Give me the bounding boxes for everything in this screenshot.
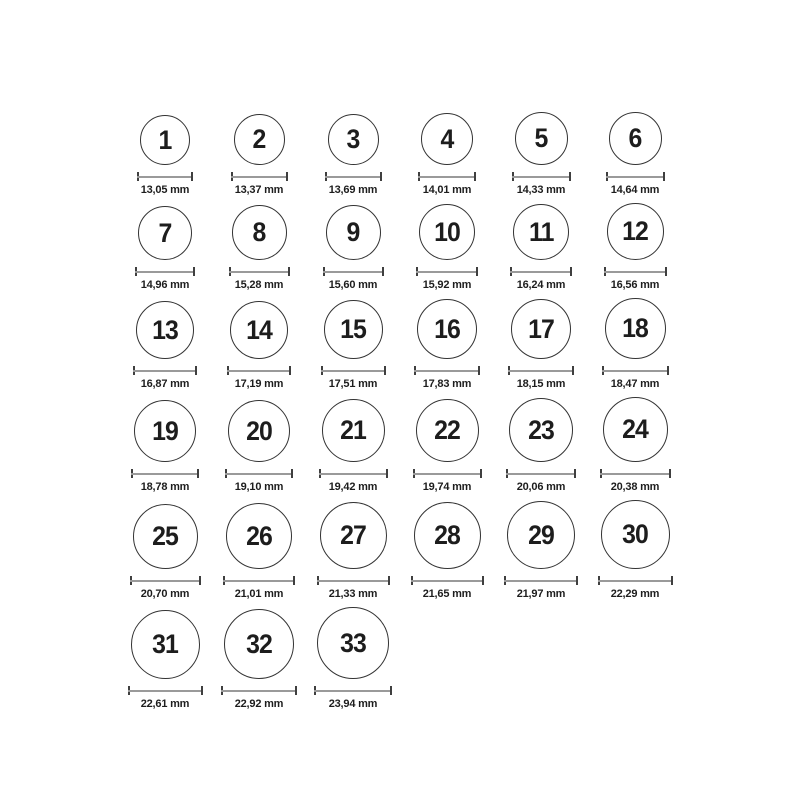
ruler-tick-right-icon xyxy=(386,469,388,478)
ring-circle xyxy=(603,397,668,462)
ruler-tick-right-icon xyxy=(289,366,291,375)
ring-circle xyxy=(136,301,194,359)
ring-circle xyxy=(224,609,294,679)
diameter-ruler xyxy=(418,172,476,181)
diameter-ruler xyxy=(413,469,482,478)
ring-size-cell xyxy=(494,398,588,494)
ring-size-cell xyxy=(306,300,400,391)
ring-size-number: 30 xyxy=(622,519,648,549)
diameter-ruler xyxy=(508,366,574,375)
ring-size-cell xyxy=(306,607,400,711)
diameter-label: 21,33 mm xyxy=(328,588,378,600)
ring-size-number: 17 xyxy=(528,313,554,344)
ring-circle xyxy=(131,610,200,679)
diameter-label: 15,60 mm xyxy=(328,279,378,291)
ring-size-cell xyxy=(306,114,400,197)
ring-circle xyxy=(509,398,573,462)
ring-size-number: 16 xyxy=(434,313,460,344)
ruler-line xyxy=(325,176,382,178)
ring-size-number: 6 xyxy=(628,123,642,153)
ring-size-cell xyxy=(118,504,212,601)
ruler-tick-right-icon xyxy=(480,469,482,478)
ruler-line xyxy=(130,580,201,582)
ruler-tick-right-icon xyxy=(476,267,478,276)
diameter-ruler xyxy=(130,576,201,585)
ring-size-cell xyxy=(212,114,306,197)
ring-circle xyxy=(511,299,571,359)
diameter-label: 17,83 mm xyxy=(422,378,472,390)
ruler-line xyxy=(321,370,386,372)
diameter-label: 18,78 mm xyxy=(140,481,190,493)
ruler-tick-right-icon xyxy=(382,267,384,276)
diameter-ruler xyxy=(317,576,390,585)
ruler-line xyxy=(314,690,392,692)
ruler-line xyxy=(137,176,193,178)
diameter-label: 13,69 mm xyxy=(328,184,378,196)
ruler-line xyxy=(606,176,665,178)
ruler-tick-right-icon xyxy=(390,686,392,695)
diameter-label: 18,47 mm xyxy=(610,378,660,390)
ruler-tick-right-icon xyxy=(669,469,671,478)
ring-size-cell xyxy=(588,112,682,197)
diameter-label: 20,06 mm xyxy=(516,481,566,493)
ring-size-number: 5 xyxy=(534,123,548,153)
diameter-label: 19,10 mm xyxy=(234,481,284,493)
ring-circle xyxy=(417,299,477,359)
ruler-tick-right-icon xyxy=(570,267,572,276)
ruler-line xyxy=(231,176,288,178)
chart-row xyxy=(118,112,682,197)
ruler-tick-right-icon xyxy=(665,267,667,276)
ruler-tick-right-icon xyxy=(291,469,293,478)
ruler-line xyxy=(128,690,203,692)
ring-size-cell xyxy=(494,501,588,601)
ring-size-cell xyxy=(118,206,212,292)
ring-size-cell xyxy=(212,205,306,292)
diameter-ruler xyxy=(128,686,203,695)
ring-size-number: 9 xyxy=(346,217,360,247)
ruler-tick-right-icon xyxy=(380,172,382,181)
diameter-label: 15,28 mm xyxy=(234,279,284,291)
diameter-label: 17,19 mm xyxy=(234,378,284,390)
ring-circle xyxy=(419,204,475,260)
diameter-ruler xyxy=(602,366,669,375)
ring-size-cell xyxy=(494,204,588,292)
ring-circle xyxy=(605,298,666,359)
diameter-ruler xyxy=(221,686,297,695)
ring-size-number: 2 xyxy=(252,124,266,154)
diameter-label: 18,15 mm xyxy=(516,378,566,390)
ring-circle xyxy=(515,112,568,165)
ring-circle xyxy=(232,205,287,260)
ring-size-cell xyxy=(400,113,494,197)
chart-row xyxy=(118,203,682,292)
ring-size-cell xyxy=(212,400,306,494)
ring-circle xyxy=(507,501,575,569)
ruler-line xyxy=(135,271,195,273)
ring-size-cell xyxy=(494,299,588,391)
ruler-tick-right-icon xyxy=(667,366,669,375)
chart-row xyxy=(118,500,682,601)
ruler-line xyxy=(229,271,290,273)
diameter-label: 17,51 mm xyxy=(328,378,378,390)
diameter-ruler xyxy=(133,366,197,375)
ring-circle xyxy=(607,203,664,260)
ring-size-cell xyxy=(212,609,306,711)
ruler-tick-right-icon xyxy=(197,469,199,478)
ruler-line xyxy=(323,271,384,273)
diameter-ruler xyxy=(323,267,384,276)
ruler-line xyxy=(416,271,478,273)
diameter-label: 14,96 mm xyxy=(140,279,190,291)
diameter-label: 22,29 mm xyxy=(610,588,660,600)
ring-size-number: 25 xyxy=(152,521,178,551)
ruler-line xyxy=(317,580,390,582)
ring-size-number: 23 xyxy=(528,414,554,445)
ring-size-number: 29 xyxy=(528,519,554,550)
ring-size-number: 3 xyxy=(346,124,360,154)
ruler-tick-right-icon xyxy=(388,576,390,585)
diameter-ruler xyxy=(506,469,576,478)
ring-size-cell xyxy=(118,400,212,494)
ring-size-cell xyxy=(400,299,494,391)
ring-circle xyxy=(322,399,385,462)
ring-circle xyxy=(230,301,288,359)
ring-size-cell xyxy=(400,204,494,292)
ring-size-cell xyxy=(212,503,306,601)
ring-size-number: 22 xyxy=(434,415,460,445)
chart-row xyxy=(118,397,682,494)
diameter-ruler xyxy=(411,576,484,585)
ruler-tick-right-icon xyxy=(384,366,386,375)
diameter-label: 14,01 mm xyxy=(422,184,472,196)
diameter-label: 23,94 mm xyxy=(328,698,378,710)
ring-size-cell xyxy=(494,112,588,197)
ruler-line xyxy=(512,176,571,178)
ring-size-number: 7 xyxy=(158,217,172,248)
ring-circle xyxy=(134,400,196,462)
ring-size-number: 20 xyxy=(246,415,272,446)
ruler-tick-right-icon xyxy=(286,172,288,181)
ruler-line xyxy=(600,473,671,475)
diameter-ruler xyxy=(223,576,295,585)
diameter-label: 20,70 mm xyxy=(140,588,190,600)
ruler-tick-right-icon xyxy=(663,172,665,181)
ring-size-cell xyxy=(400,502,494,601)
ring-size-number: 15 xyxy=(340,314,366,344)
diameter-label: 13,37 mm xyxy=(234,184,284,196)
ring-size-cell xyxy=(306,399,400,494)
ring-size-number: 28 xyxy=(434,520,460,550)
ruler-line xyxy=(602,370,669,372)
ring-size-number: 24 xyxy=(622,414,648,444)
ring-size-number: 27 xyxy=(340,520,366,550)
ring-circle xyxy=(609,112,662,165)
ring-size-number: 10 xyxy=(434,216,460,247)
ruler-line xyxy=(133,370,197,372)
diameter-label: 14,64 mm xyxy=(610,184,660,196)
ruler-line xyxy=(506,473,576,475)
diameter-ruler xyxy=(321,366,386,375)
ring-circle xyxy=(326,205,381,260)
ring-size-cell xyxy=(306,205,400,292)
diameter-ruler xyxy=(314,686,392,695)
ruler-tick-right-icon xyxy=(201,686,203,695)
ring-size-number: 11 xyxy=(528,216,554,247)
ring-size-number: 12 xyxy=(622,216,648,246)
ring-size-number: 1 xyxy=(158,124,172,155)
diameter-ruler xyxy=(137,172,193,181)
ruler-line xyxy=(414,370,480,372)
ring-size-number: 32 xyxy=(246,628,272,659)
ruler-line xyxy=(604,271,667,273)
ring-size-number: 33 xyxy=(340,627,366,658)
diameter-label: 15,92 mm xyxy=(422,279,472,291)
ruler-tick-right-icon xyxy=(191,172,193,181)
ring-circle xyxy=(138,206,192,260)
ruler-tick-right-icon xyxy=(199,576,201,585)
ring-circle xyxy=(228,400,290,462)
diameter-label: 14,33 mm xyxy=(516,184,566,196)
ring-size-cell xyxy=(588,397,682,494)
ring-circle xyxy=(234,114,285,165)
ruler-line xyxy=(413,473,482,475)
diameter-label: 21,65 mm xyxy=(422,588,472,600)
ring-size-cell xyxy=(400,399,494,494)
diameter-label: 21,01 mm xyxy=(234,588,284,600)
diameter-ruler xyxy=(598,576,673,585)
ruler-line xyxy=(598,580,673,582)
ruler-line xyxy=(418,176,476,178)
ruler-tick-right-icon xyxy=(576,576,578,585)
ruler-tick-right-icon xyxy=(195,366,197,375)
ruler-line xyxy=(319,473,388,475)
ring-size-number: 26 xyxy=(246,520,272,551)
diameter-ruler xyxy=(319,469,388,478)
diameter-ruler xyxy=(414,366,480,375)
ring-circle xyxy=(133,504,198,569)
diameter-ruler xyxy=(600,469,671,478)
diameter-label: 22,92 mm xyxy=(234,698,284,710)
ring-size-number: 4 xyxy=(440,123,454,154)
ruler-tick-right-icon xyxy=(569,172,571,181)
ring-size-cell xyxy=(588,203,682,292)
ring-size-number: 19 xyxy=(152,415,178,446)
diameter-label: 20,38 mm xyxy=(610,481,660,493)
ring-size-cell xyxy=(306,502,400,601)
diameter-label: 13,05 mm xyxy=(140,184,190,196)
ring-size-number: 21 xyxy=(340,415,366,445)
ring-circle xyxy=(328,114,379,165)
ring-size-number: 18 xyxy=(622,313,648,343)
ring-circle xyxy=(140,115,190,165)
chart-row xyxy=(118,607,682,711)
ring-size-cell xyxy=(212,301,306,391)
ring-circle xyxy=(416,399,479,462)
ruler-line xyxy=(131,473,199,475)
ring-size-number: 31 xyxy=(152,629,178,659)
diameter-ruler xyxy=(135,267,195,276)
ruler-tick-right-icon xyxy=(671,576,673,585)
ruler-tick-right-icon xyxy=(193,267,195,276)
diameter-label: 21,97 mm xyxy=(516,588,566,600)
diameter-ruler xyxy=(604,267,667,276)
ring-size-cell xyxy=(118,115,212,197)
diameter-ruler xyxy=(227,366,291,375)
ring-size-number: 13 xyxy=(152,314,178,345)
ring-circle xyxy=(226,503,292,569)
ruler-tick-right-icon xyxy=(295,686,297,695)
ruler-line xyxy=(411,580,484,582)
ring-circle xyxy=(320,502,387,569)
diameter-ruler xyxy=(231,172,288,181)
ruler-line xyxy=(227,370,291,372)
ring-circle xyxy=(601,500,670,569)
ring-circle xyxy=(324,300,383,359)
diameter-ruler xyxy=(510,267,572,276)
diameter-ruler xyxy=(504,576,578,585)
ring-circle xyxy=(421,113,473,165)
ring-circle xyxy=(513,204,569,260)
ring-size-cell xyxy=(588,298,682,391)
diameter-ruler xyxy=(416,267,478,276)
diameter-label: 16,24 mm xyxy=(516,279,566,291)
diameter-ruler xyxy=(225,469,293,478)
ruler-tick-right-icon xyxy=(474,172,476,181)
ring-size-cell xyxy=(588,500,682,601)
ring-size-cell xyxy=(118,301,212,391)
diameter-ruler xyxy=(606,172,665,181)
ring-circle xyxy=(317,607,389,679)
ruler-line xyxy=(223,580,295,582)
diameter-ruler xyxy=(512,172,571,181)
diameter-ruler xyxy=(325,172,382,181)
ring-size-cell xyxy=(118,610,212,711)
chart-row xyxy=(118,298,682,391)
ruler-tick-right-icon xyxy=(288,267,290,276)
ruler-tick-right-icon xyxy=(572,366,574,375)
ring-circle xyxy=(414,502,481,569)
ring-size-number: 8 xyxy=(252,217,266,247)
diameter-label: 16,87 mm xyxy=(140,378,190,390)
ruler-line xyxy=(225,473,293,475)
ring-size-number: 14 xyxy=(246,314,272,345)
diameter-label: 22,61 mm xyxy=(140,698,190,710)
ruler-line xyxy=(221,690,297,692)
ruler-line xyxy=(508,370,574,372)
diameter-ruler xyxy=(229,267,290,276)
ruler-tick-right-icon xyxy=(478,366,480,375)
ruler-tick-right-icon xyxy=(293,576,295,585)
diameter-ruler xyxy=(131,469,199,478)
ruler-tick-right-icon xyxy=(482,576,484,585)
ruler-line xyxy=(510,271,572,273)
diameter-label: 19,74 mm xyxy=(422,481,472,493)
diameter-label: 19,42 mm xyxy=(328,481,378,493)
ruler-line xyxy=(504,580,578,582)
ruler-tick-right-icon xyxy=(574,469,576,478)
diameter-label: 16,56 mm xyxy=(610,279,660,291)
